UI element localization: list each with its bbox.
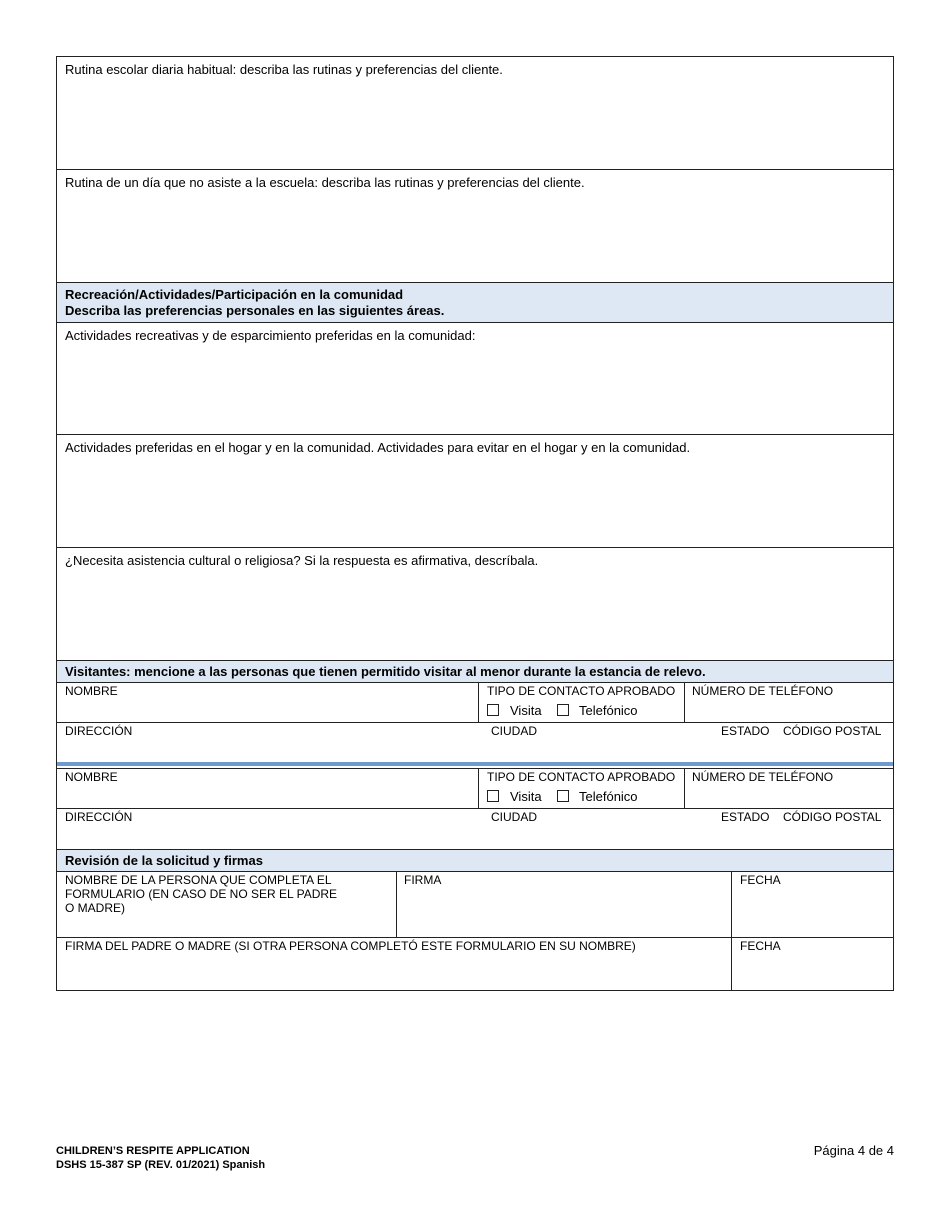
- visitor-1-phone-number-label: NÚMERO DE TELÉFONO: [692, 684, 834, 698]
- visitor-2-address-label: DIRECCIÓN: [65, 810, 133, 824]
- visitor-2-phone-checkbox[interactable]: [557, 790, 569, 802]
- visitor-2-state-label: ESTADO: [721, 810, 770, 824]
- visitor-2-visit-label: Visita: [510, 789, 542, 804]
- visitor-2-visit-checkbox[interactable]: [487, 790, 499, 802]
- preferred-activities-label: Actividades preferidas en el hogar y en la comunidad. Actividades para evitar en el hogar y en la comunidad.: [65, 440, 691, 455]
- school-routine-field[interactable]: [57, 57, 893, 169]
- visitor-2-address-row[interactable]: [57, 808, 893, 849]
- parent-date-label: FECHA: [740, 939, 781, 953]
- visitor-2-row: [57, 768, 893, 808]
- visitor-1-phone-label: Telefónico: [579, 703, 638, 718]
- non-school-routine-field[interactable]: [57, 169, 893, 282]
- review-header-title: Revisión de la solicitud y firmas: [65, 853, 263, 868]
- visitor-divider: [57, 762, 893, 766]
- school-routine-label: Rutina escolar diaria habitual: describa las rutinas y preferencias del cliente.: [65, 62, 503, 77]
- completer-signature-row: [57, 871, 893, 937]
- visitor-1-row: [57, 682, 893, 722]
- completer-name-label-line1: NOMBRE DE LA PERSONA QUE COMPLETA EL: [65, 873, 332, 887]
- recreation-section-header: [57, 282, 893, 322]
- completer-name-label-line3: O MADRE): [65, 901, 125, 915]
- parent-signature-row: [57, 937, 893, 990]
- non-school-routine-label: Rutina de un día que no asiste a la escuela: describa las rutinas y preferencias del cliente.: [65, 175, 585, 190]
- completer-name-label-line2: FORMULARIO (EN CASO DE NO SER EL PADRE: [65, 887, 338, 901]
- visitor-2-phone-number-label: NÚMERO DE TELÉFONO: [692, 770, 834, 784]
- community-activities-field[interactable]: [57, 322, 893, 434]
- footer-page-number: Página 4 de 4: [813, 1143, 894, 1158]
- visitor-2-name-label: NOMBRE: [65, 770, 118, 784]
- completer-date-label: FECHA: [740, 873, 781, 887]
- review-section-header: [57, 849, 893, 871]
- visitor-1-phone-checkbox[interactable]: [557, 704, 569, 716]
- visitor-1-address-label: DIRECCIÓN: [65, 724, 133, 738]
- visitor-1-visit-label: Visita: [510, 703, 542, 718]
- visitors-section-header: [57, 660, 893, 682]
- form-page: [56, 56, 894, 991]
- preferred-activities-field[interactable]: [57, 434, 893, 547]
- footer-form-title: CHILDREN’S RESPITE APPLICATION: [56, 1145, 250, 1157]
- visitor-1-address-row[interactable]: [57, 722, 893, 762]
- footer-form-info: [56, 1144, 265, 1172]
- visitor-2-city-label: CIUDAD: [491, 810, 538, 824]
- recreation-header-subtitle: Describa las preferencias personales en las siguientes áreas.: [65, 303, 445, 318]
- visitor-1-visit-checkbox[interactable]: [487, 704, 499, 716]
- parent-signature-label: FIRMA DEL PADRE O MADRE (SI OTRA PERSONA COMPLETÓ ESTE FORMULARIO EN SU NOMBRE): [65, 939, 636, 953]
- visitor-1-contact-type-label: TIPO DE CONTACTO APROBADO: [487, 684, 676, 698]
- visitor-1-city-label: CIUDAD: [491, 724, 538, 738]
- visitor-2-contact-type-label: TIPO DE CONTACTO APROBADO: [487, 770, 676, 784]
- cultural-assistance-field[interactable]: [57, 547, 893, 660]
- visitor-1-name-label: NOMBRE: [65, 684, 118, 698]
- visitor-1-zip-label: CÓDIGO POSTAL: [783, 724, 882, 738]
- community-activities-label: Actividades recreativas y de esparcimiento preferidas en la comunidad:: [65, 328, 476, 343]
- visitor-1-state-label: ESTADO: [721, 724, 770, 738]
- completer-signature-label: FIRMA: [404, 873, 442, 887]
- cultural-assistance-label: ¿Necesita asistencia cultural o religiosa? Si la respuesta es afirmativa, descríbala.: [65, 553, 539, 568]
- recreation-header-title: Recreación/Actividades/Participación en la comunidad: [65, 287, 404, 302]
- visitor-2-zip-label: CÓDIGO POSTAL: [783, 810, 882, 824]
- visitor-2-phone-label: Telefónico: [579, 789, 638, 804]
- footer-form-number: DSHS 15-387 SP (REV. 01/2021) Spanish: [56, 1159, 266, 1171]
- visitors-header-title: Visitantes: mencione a las personas que tienen permitido visitar al menor durante la estancia de relevo.: [65, 664, 706, 679]
